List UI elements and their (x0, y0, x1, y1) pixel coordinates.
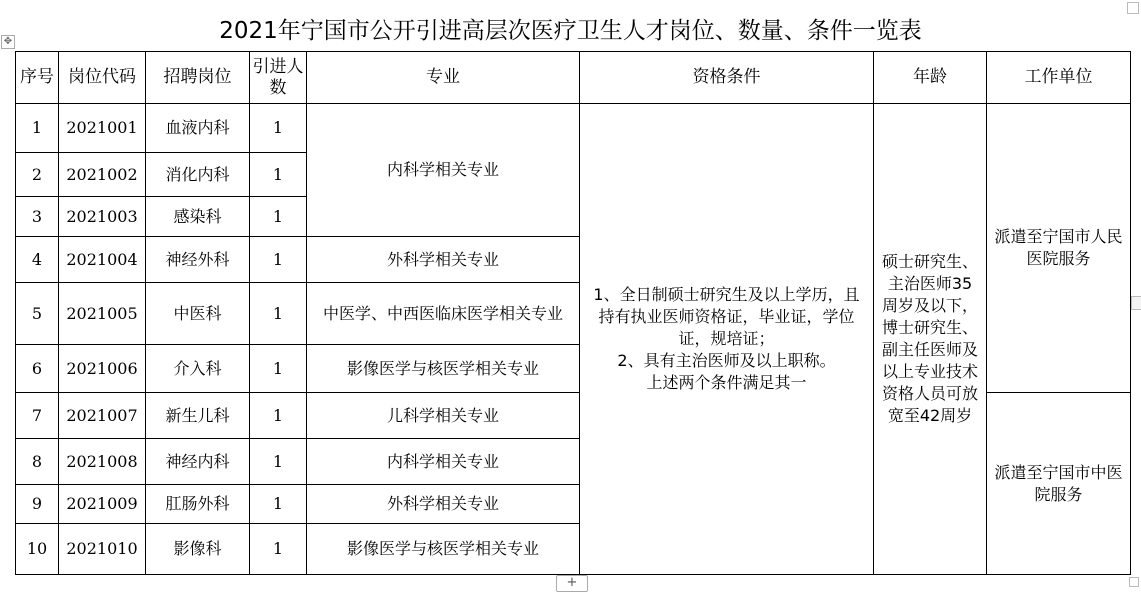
cell-count: 1 (250, 485, 307, 524)
cell-code: 2021003 (59, 197, 146, 237)
cell-code: 2021005 (59, 283, 146, 345)
cell-code: 2021010 (59, 524, 146, 575)
cell-code: 2021008 (59, 439, 146, 485)
cell-seq: 6 (16, 345, 59, 393)
table-move-handle-icon[interactable]: ✥ (1, 35, 15, 49)
cell-seq: 4 (16, 237, 59, 283)
cell-qualification: 1、全日制硕士研究生及以上学历，且持有执业医师资格证，毕业证，学位证，规培证； 2、具有主治医师及以上职称。 上述两个条件满足其一 (580, 104, 874, 575)
header-qualification: 资格条件 (580, 52, 874, 104)
cell-major: 影像医学与核医学相关专业 (307, 524, 580, 575)
cell-post: 肛肠外科 (146, 485, 250, 524)
cell-count: 1 (250, 237, 307, 283)
cell-post: 介入科 (146, 345, 250, 393)
cell-post: 影像科 (146, 524, 250, 575)
header-unit: 工作单位 (987, 52, 1131, 104)
cell-count: 1 (250, 104, 307, 153)
cell-code: 2021001 (59, 104, 146, 153)
cell-count: 1 (250, 524, 307, 575)
window-corner-box (1127, 2, 1139, 14)
header-post: 招聘岗位 (146, 52, 250, 104)
cell-major: 外科学相关专业 (307, 485, 580, 524)
cell-count: 1 (250, 153, 307, 197)
cell-code: 2021007 (59, 393, 146, 439)
cell-seq: 3 (16, 197, 59, 237)
cell-major: 影像医学与核医学相关专业 (307, 345, 580, 393)
cell-count: 1 (250, 439, 307, 485)
cell-post: 消化内科 (146, 153, 250, 197)
cell-post: 感染科 (146, 197, 250, 237)
page-title: 2021年宁国市公开引进高层次医疗卫生人才岗位、数量、条件一览表 (219, 18, 922, 44)
cell-post: 神经外科 (146, 237, 250, 283)
header-seq: 序号 (16, 52, 59, 104)
table-resize-corner-handle[interactable] (1129, 577, 1139, 587)
cell-major: 中医学、中西医临床医学相关专业 (307, 283, 580, 345)
header-code: 岗位代码 (59, 52, 146, 104)
cell-seq: 8 (16, 439, 59, 485)
header-major: 专业 (307, 52, 580, 104)
cell-major: 内科学相关专业 (307, 439, 580, 485)
cell-seq: 5 (16, 283, 59, 345)
add-row-button[interactable]: + (556, 575, 588, 592)
cell-seq: 9 (16, 485, 59, 524)
cell-count: 1 (250, 345, 307, 393)
cell-code: 2021006 (59, 345, 146, 393)
cell-seq: 1 (16, 104, 59, 153)
cell-count: 1 (250, 393, 307, 439)
cell-seq: 10 (16, 524, 59, 575)
side-resize-handle[interactable] (1131, 296, 1141, 310)
cell-code: 2021004 (59, 237, 146, 283)
cell-post: 中医科 (146, 283, 250, 345)
cell-major: 儿科学相关专业 (307, 393, 580, 439)
header-count: 引进人数 (250, 52, 307, 104)
cell-post: 新生儿科 (146, 393, 250, 439)
cell-post: 神经内科 (146, 439, 250, 485)
cell-seq: 7 (16, 393, 59, 439)
positions-table (15, 51, 1131, 575)
cell-count: 1 (250, 197, 307, 237)
header-row (16, 52, 1131, 104)
cell-unit-1: 派遣至宁国市人民医院服务 (987, 104, 1131, 393)
cell-code: 2021002 (59, 153, 146, 197)
table-row (16, 104, 1131, 153)
cell-seq: 2 (16, 153, 59, 197)
cell-major: 外科学相关专业 (307, 237, 580, 283)
cell-major: 内科学相关专业 (307, 104, 580, 237)
cell-post: 血液内科 (146, 104, 250, 153)
cell-count: 1 (250, 283, 307, 345)
cell-code: 2021009 (59, 485, 146, 524)
header-age: 年龄 (874, 52, 987, 104)
cell-age: 硕士研究生、主治医师35周岁及以下，博士研究生、副主任医师及以上专业技术资格人员可放宽至42周岁 (874, 104, 987, 575)
cell-unit-2: 派遣至宁国市中医院服务 (987, 393, 1131, 575)
